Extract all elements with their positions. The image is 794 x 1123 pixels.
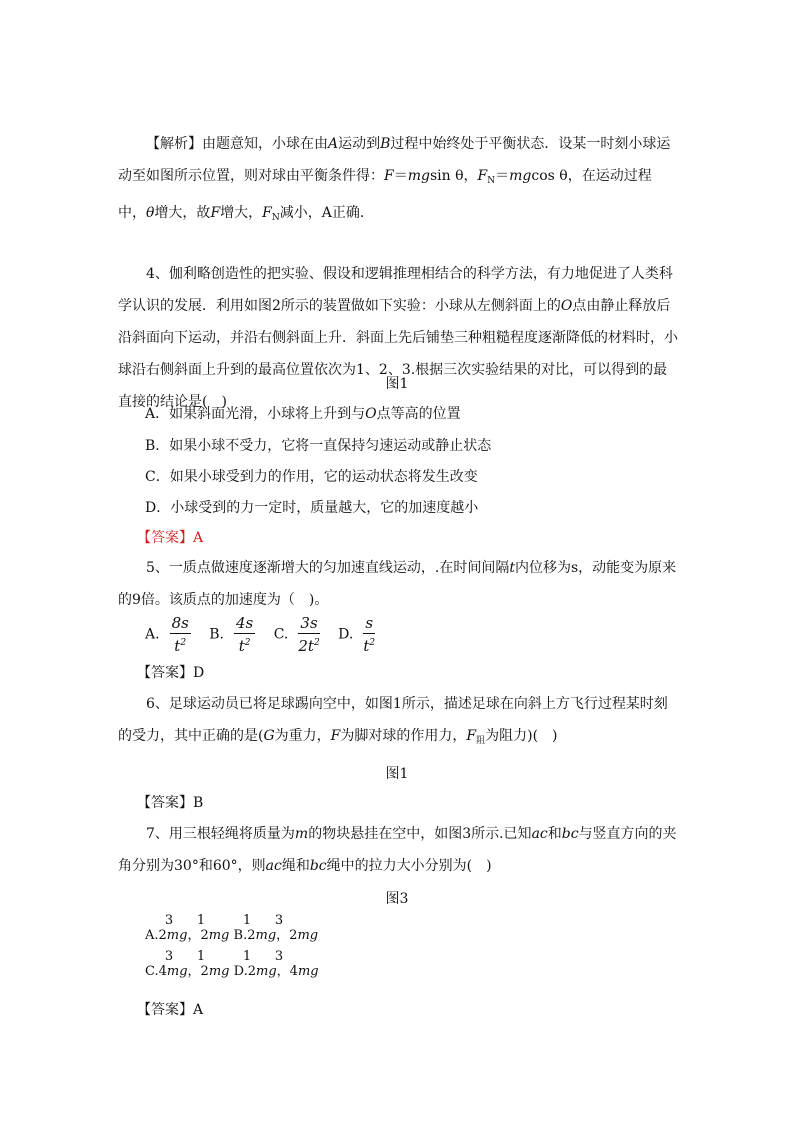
analysis-tag: 【解析】: [146, 136, 202, 152]
question-6-answer: 【答案】B: [137, 795, 204, 811]
fraction: $\frac{s}{t^2}$: [363, 614, 376, 655]
question-7-stem: 7、用三根轻绳将质量为m的物块悬挂在空中，如图3所示.已知ac和bc与竖直方向的夹角分别为30°和60°，则ac绳和bc绳中的拉力大小分别为( ): [118, 826, 677, 874]
question-5-answer: 【答案】D: [137, 665, 205, 681]
question-4-answer: 【答案】A: [137, 530, 204, 546]
question-4-stem: 4、伽利略创造性的把实验、假设和逻辑推理相结合的科学方法，有力地促进了人类科学认识的发展．利用如图2所示的装置做如下实验：小球从左侧斜面上的O点由静止释放后沿斜面向下运动，并沿右侧斜面上升．斜面上先后铺垫三种粗糙程度逐渐降低的材料时，小球沿右侧斜面上升到的最高位置依次为1、2、3.根据三次实验结果的对比，可以得到的最直接的结论是( ): [118, 266, 678, 410]
question-5-options: [145, 614, 389, 655]
question-7-options-row-2[interactable]: 3 1 1 3 C.4mg，2mg D.2mg，4mg: [145, 949, 319, 979]
question-5-option-a[interactable]: A. $\frac{8s}{t^2}$: [145, 614, 189, 655]
analysis-paragraph: 【解析】由题意知，小球在由A运动到B过程中始终处于平衡状态．设某一时刻小球运动至如图所示位置，则对球由平衡条件得：F＝mgsin θ，$F_N=mgcos$ θ，在运动过程中，θ增大，故F增大，$F_N$减小，A正确.: [118, 136, 671, 223]
fraction: $\frac{8s}{t^2}$: [171, 614, 189, 655]
question-4-option-d[interactable]: D．小球受到的力一定时，质量越大，它的加速度越小: [145, 500, 479, 516]
question-5-stem: 5、一质点做速度逐渐增大的匀加速直线运动，.在时间间隔t内位移为s，动能变为原来的9倍。该质点的加速度为（ )。: [118, 560, 677, 608]
question-5-option-d[interactable]: D. $\frac{s}{t^2}$: [338, 614, 376, 655]
question-5-option-c[interactable]: C. $\frac{3s}{2t^2}$: [273, 614, 320, 655]
question-4-option-c[interactable]: C．如果小球受到力的作用，它的运动状态将发生改变: [145, 469, 478, 485]
question-5-option-b[interactable]: B. $\frac{4s}{t^2}$: [209, 614, 254, 655]
question-7-figure-caption: 图3: [385, 891, 409, 907]
question-7-options-row-1[interactable]: 3 1 1 3 A.2mg，2mg B.2mg，2mg: [145, 913, 319, 943]
question-4-option-b[interactable]: B．如果小球不受力，它将一直保持匀速运动或静止状态: [145, 438, 492, 454]
fraction: $\frac{3s}{2t^2}$: [298, 614, 320, 655]
question-6-figure-caption: 图1: [385, 766, 409, 782]
question-6-stem: 6、足球运动员已将足球踢向空中，如图1所示，描述足球在向斜上方飞行过程某时刻的受力，其中正确的是(G为重力，F为脚对球的作用力，$F_阻$为阻力)( ): [118, 696, 668, 746]
question-4-figure-caption: 图1: [385, 376, 409, 392]
question-4-option-a[interactable]: A．如果斜面光滑，小球将上升到与O点等高的位置: [145, 406, 461, 422]
fraction: $\frac{4s}{t^2}$: [236, 614, 254, 655]
question-7-answer: 【答案】A: [137, 1002, 204, 1018]
